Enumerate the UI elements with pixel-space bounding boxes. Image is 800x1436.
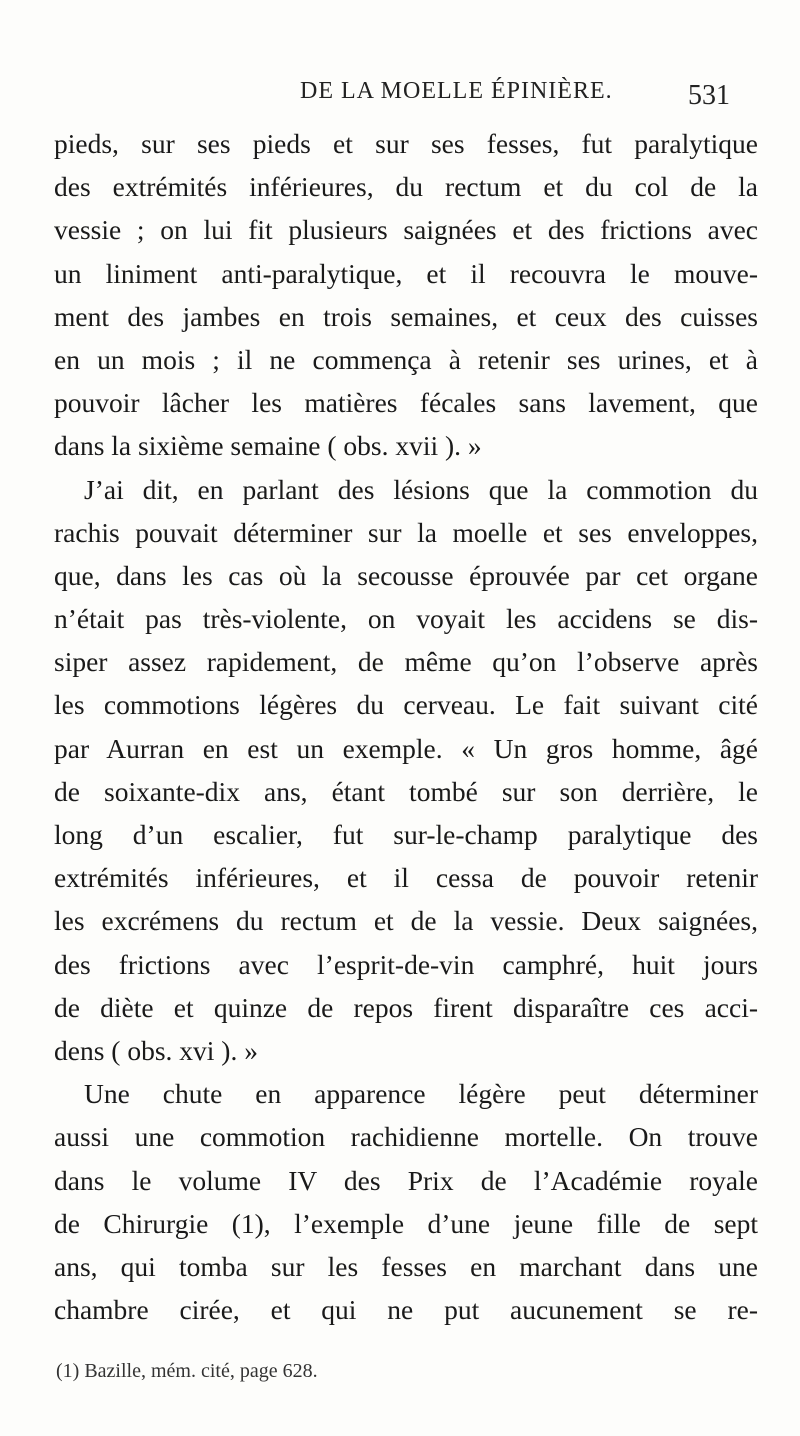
text-line: dans la sixième semaine ( obs. xvii ). » [54, 430, 482, 462]
text-line: les commotions légères du cerveau. Le fait suivant cité [54, 689, 758, 721]
text-line: extrémités inférieures, et il cessa de pouvoir retenir [54, 862, 758, 894]
text-line: de soixante-dix ans, étant tombé sur son derrière, le [54, 775, 758, 807]
text-line: des extrémités inférieures, du rectum et du col de la [54, 171, 758, 203]
text-line: dans le volume IV des Prix de l’Académie royale [54, 1164, 758, 1196]
text-line: vessie ; on lui fit plusieurs saignées et des frictions avec [54, 214, 758, 246]
text-line: en un mois ; il ne commença à retenir ses urines, et à [54, 343, 758, 375]
text-line: pieds, sur ses pieds et sur ses fesses, fut paralytique [54, 128, 758, 159]
text-line: dens ( obs. xvi ). » [54, 1034, 258, 1066]
text-line: aussi une commotion rachidienne mortelle. On trouve [54, 1121, 758, 1153]
text-line: de Chirurgie (1), l’exemple d’une jeune fille de sept [54, 1207, 758, 1239]
text-line: pouvoir lâcher les matières fécales sans lavement, que [54, 387, 758, 419]
text-line: n’était pas très-violente, on voyait les accidens se dis- [54, 603, 758, 635]
page-number: 531 [688, 80, 730, 111]
text-line: siper assez rapidement, de même qu’on l’observe après [54, 646, 758, 678]
text-line: chambre cirée, et qui ne put aucunement se re- [54, 1294, 758, 1326]
text-line: des frictions avec l’esprit-de-vin camphré, huit jours [54, 948, 758, 980]
body-text [54, 122, 758, 1331]
text-line: Une chute en apparence légère peut déterminer [84, 1078, 758, 1110]
text-line: ment des jambes en trois semaines, et ceux des cuisses [54, 300, 758, 332]
text-line: les excrémens du rectum et de la vessie. Deux saignées, [54, 905, 758, 937]
text-line: de diète et quinze de repos firent disparaître ces acci- [54, 991, 758, 1023]
text-line: un liniment anti-paralytique, et il recouvra le mouve- [54, 257, 758, 289]
text-line: J’ai dit, en parlant des lésions que la commotion du [84, 473, 758, 505]
text-line: que, dans les cas où la secousse éprouvée par cet organe [54, 559, 758, 591]
text-line: rachis pouvait déterminer sur la moelle et ses enveloppes, [54, 516, 758, 548]
text-line: long d’un escalier, fut sur-le-champ paralytique des [54, 819, 758, 850]
running-title: DE LA MOELLE ÉPINIÈRE. [300, 78, 613, 104]
footnote: (1) Bazille, mém. cité, page 628. [56, 1360, 318, 1382]
text-line: ans, qui tomba sur les fesses en marchant dans une [54, 1250, 758, 1282]
text-line: par Aurran en est un exemple. « Un gros homme, âgé [54, 732, 758, 764]
